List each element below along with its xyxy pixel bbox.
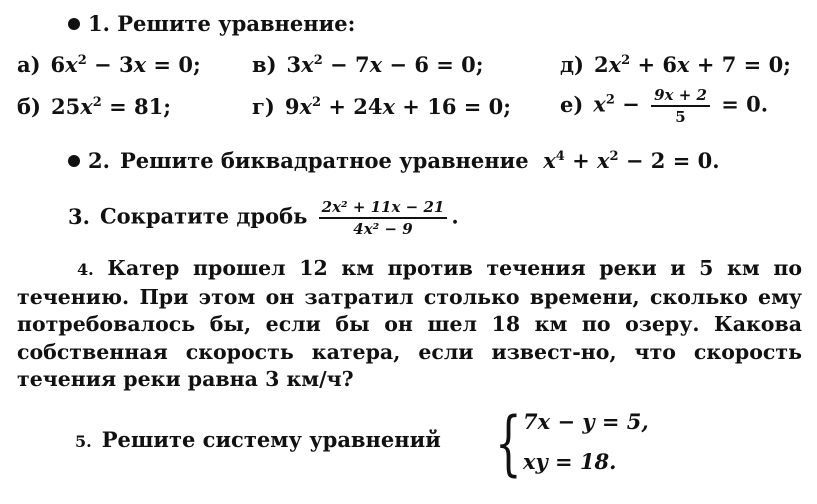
task-3: 3. Сократите дробь $\frac{\text{2x² + 11x − 21}}{\text{4x² − 9}}$ . [68, 198, 459, 238]
task-4-number: 4. [77, 260, 94, 279]
task-1-item-e: е) $x^2$ − $\frac{9x + 2}{5}$ = 0. [560, 86, 769, 126]
fraction [651, 86, 710, 126]
item-label: г) [252, 94, 275, 119]
task-4-text: Катер прошел 12 км против течения реки и 5 км по течению. При этом он затратил столько времени, сколько ему потребовалось бы, если бы он шел 18 км по озеру. Какова собственная скорость катера, если извест-но, что скорость течения реки равна 3 км/ч? [17, 256, 803, 391]
item-expression-prefix: x [593, 91, 606, 117]
task-3-text: Сократите дробь [99, 203, 308, 229]
item-label: б) [17, 94, 41, 119]
fraction-numerator: 9x + 2 [651, 86, 710, 107]
task-5-number: 5. [75, 432, 92, 451]
task-5-text: Решите систему уравнений [101, 427, 441, 452]
item-label: е) [560, 91, 584, 117]
task-1-item-g [252, 93, 511, 121]
system-equation-1: 7x − y = 5, [523, 409, 649, 434]
item-expression-suffix: = 0. [721, 91, 769, 117]
task-2-equation: $x^4 + x^2 - 2 = 0$. [543, 148, 720, 173]
bullet-icon [68, 18, 80, 30]
item-expression: $9x^2 + 24x + 16 = 0$; [284, 94, 512, 119]
bullet-icon [68, 155, 80, 167]
brace-icon: { [495, 402, 522, 484]
item-label: а) [17, 52, 41, 77]
task-1-item-d [560, 51, 791, 79]
task-5-prompt [75, 426, 441, 456]
item-expression: $25x^2 = 81$; [50, 94, 171, 119]
task-1-number: 1. [88, 11, 110, 36]
task-1-item-b [17, 93, 171, 121]
item-expression: $2x^2 + 6x + 7 = 0$; [593, 52, 791, 77]
task-1-header [68, 10, 355, 38]
item-expression: $6x^2 - 3x = 0$; [50, 52, 201, 77]
task-1-item-v [252, 51, 484, 79]
item-expression: $3x^2 - 7x - 6 = 0$; [286, 52, 484, 77]
fraction-denominator: 4x² − 9 [353, 220, 413, 238]
item-label: д) [560, 52, 584, 77]
task-1-item-a [17, 51, 201, 79]
task-2-number: 2. [88, 148, 110, 173]
item-label: в) [252, 52, 277, 77]
fraction-denominator: 5 [675, 108, 686, 126]
task-1-title: Решите уравнение: [117, 11, 356, 36]
fraction [319, 198, 448, 238]
task-2-text: Решите биквадратное уравнение [119, 148, 529, 173]
task-2 [68, 147, 720, 175]
system-equation-2: xy = 18. [523, 449, 617, 474]
task-4 [17, 255, 802, 394]
task-3-number: 3. [68, 203, 90, 229]
fraction-numerator: 2x² + 11x − 21 [319, 198, 448, 219]
